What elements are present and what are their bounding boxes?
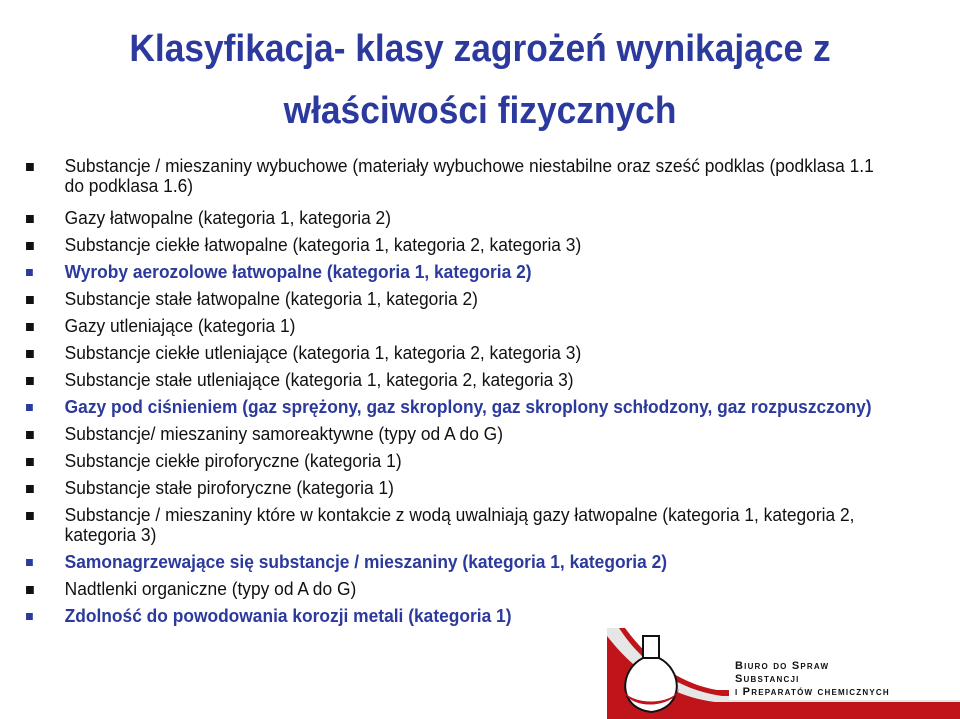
list-item-text: Nadtlenki organiczne (typy od A do G) <box>64 579 357 599</box>
list-item-text: Substancje/ mieszaniny samoreaktywne (typy od A do G) <box>64 424 503 444</box>
list-item <box>0 262 926 282</box>
square-bullet-icon <box>26 586 34 594</box>
list-item-text: Substancje / mieszaniny które w kontakcie z wodą uwalniają gazy łatwopalne (kategoria 1, kategoria 2, kategoria 3) <box>64 505 855 545</box>
square-bullet-icon <box>26 559 33 566</box>
square-bullet-icon <box>26 512 34 520</box>
list-item <box>0 606 926 626</box>
logo-line-3: i Preparatów chemicznych <box>735 686 890 698</box>
page-title <box>71 18 889 142</box>
square-bullet-icon <box>26 458 34 466</box>
list-item <box>0 424 926 444</box>
square-bullet-icon <box>26 377 34 385</box>
list-item-text: Substancje stałe piroforyczne (kategoria 1) <box>64 478 394 498</box>
square-bullet-icon <box>26 404 33 411</box>
list-item <box>0 316 926 336</box>
list-item-text: Substancje ciekłe łatwopalne (kategoria 1, kategoria 2, kategoria 3) <box>64 235 582 255</box>
list-item-text: Substancje ciekłe piroforyczne (kategoria 1) <box>64 451 402 471</box>
logo-text <box>735 660 890 699</box>
title-line-1: Klasyfikacja- klasy zagrożeń wynikające z <box>129 28 831 70</box>
list-item <box>0 397 926 417</box>
square-bullet-icon <box>26 269 33 276</box>
list-item <box>0 208 926 228</box>
list-item-text: Wyroby aerozolowe łatwopalne (kategoria 1, kategoria 2) <box>64 262 532 282</box>
list-item <box>0 505 926 545</box>
square-bullet-icon <box>26 431 34 439</box>
list-item-text: Gazy utleniające (kategoria 1) <box>64 316 296 336</box>
list-item-text: Substancje stałe łatwopalne (kategoria 1, kategoria 2) <box>64 289 478 309</box>
list-item-text: Substancje ciekłe utleniające (kategoria 1, kategoria 2, kategoria 3) <box>64 343 582 363</box>
list-item <box>0 343 926 363</box>
list-item-text: Substancje / mieszaniny wybuchowe (materiały wybuchowe niestabilne oraz sześć podklas (podklasa 1.1 do podklasa 1.6) <box>64 156 874 196</box>
list-item <box>0 370 926 390</box>
list-item <box>0 579 926 599</box>
list-item-text: Gazy łatwopalne (kategoria 1, kategoria 2) <box>64 208 392 228</box>
list-item-text: Zdolność do powodowania korozji metali (kategoria 1) <box>64 606 512 626</box>
hazard-class-list <box>0 156 960 626</box>
logo-line-2: Substancji <box>735 673 800 685</box>
square-bullet-icon <box>26 242 34 250</box>
list-item <box>0 289 926 309</box>
square-bullet-icon <box>26 163 34 171</box>
square-bullet-icon <box>26 613 33 620</box>
square-bullet-icon <box>26 215 34 223</box>
square-bullet-icon <box>26 323 34 331</box>
list-item <box>0 156 926 196</box>
title-line-2: właściwości fizycznych <box>283 90 677 132</box>
list-item-text: Gazy pod ciśnieniem (gaz sprężony, gaz skroplony, gaz skroplony schłodzony, gaz rozpuszczony) <box>64 397 872 417</box>
list-item <box>0 451 926 471</box>
list-item <box>0 478 926 498</box>
logo-line-1: Biuro do Spraw <box>735 660 830 672</box>
square-bullet-icon <box>26 485 34 493</box>
list-item-text: Samonagrzewające się substancje / mieszaniny (kategoria 1, kategoria 2) <box>64 552 668 572</box>
square-bullet-icon <box>26 350 34 358</box>
list-item <box>0 552 926 572</box>
list-item-text: Substancje stałe utleniające (kategoria 1, kategoria 2, kategoria 3) <box>64 370 574 390</box>
list-item <box>0 235 926 255</box>
square-bullet-icon <box>26 296 34 304</box>
